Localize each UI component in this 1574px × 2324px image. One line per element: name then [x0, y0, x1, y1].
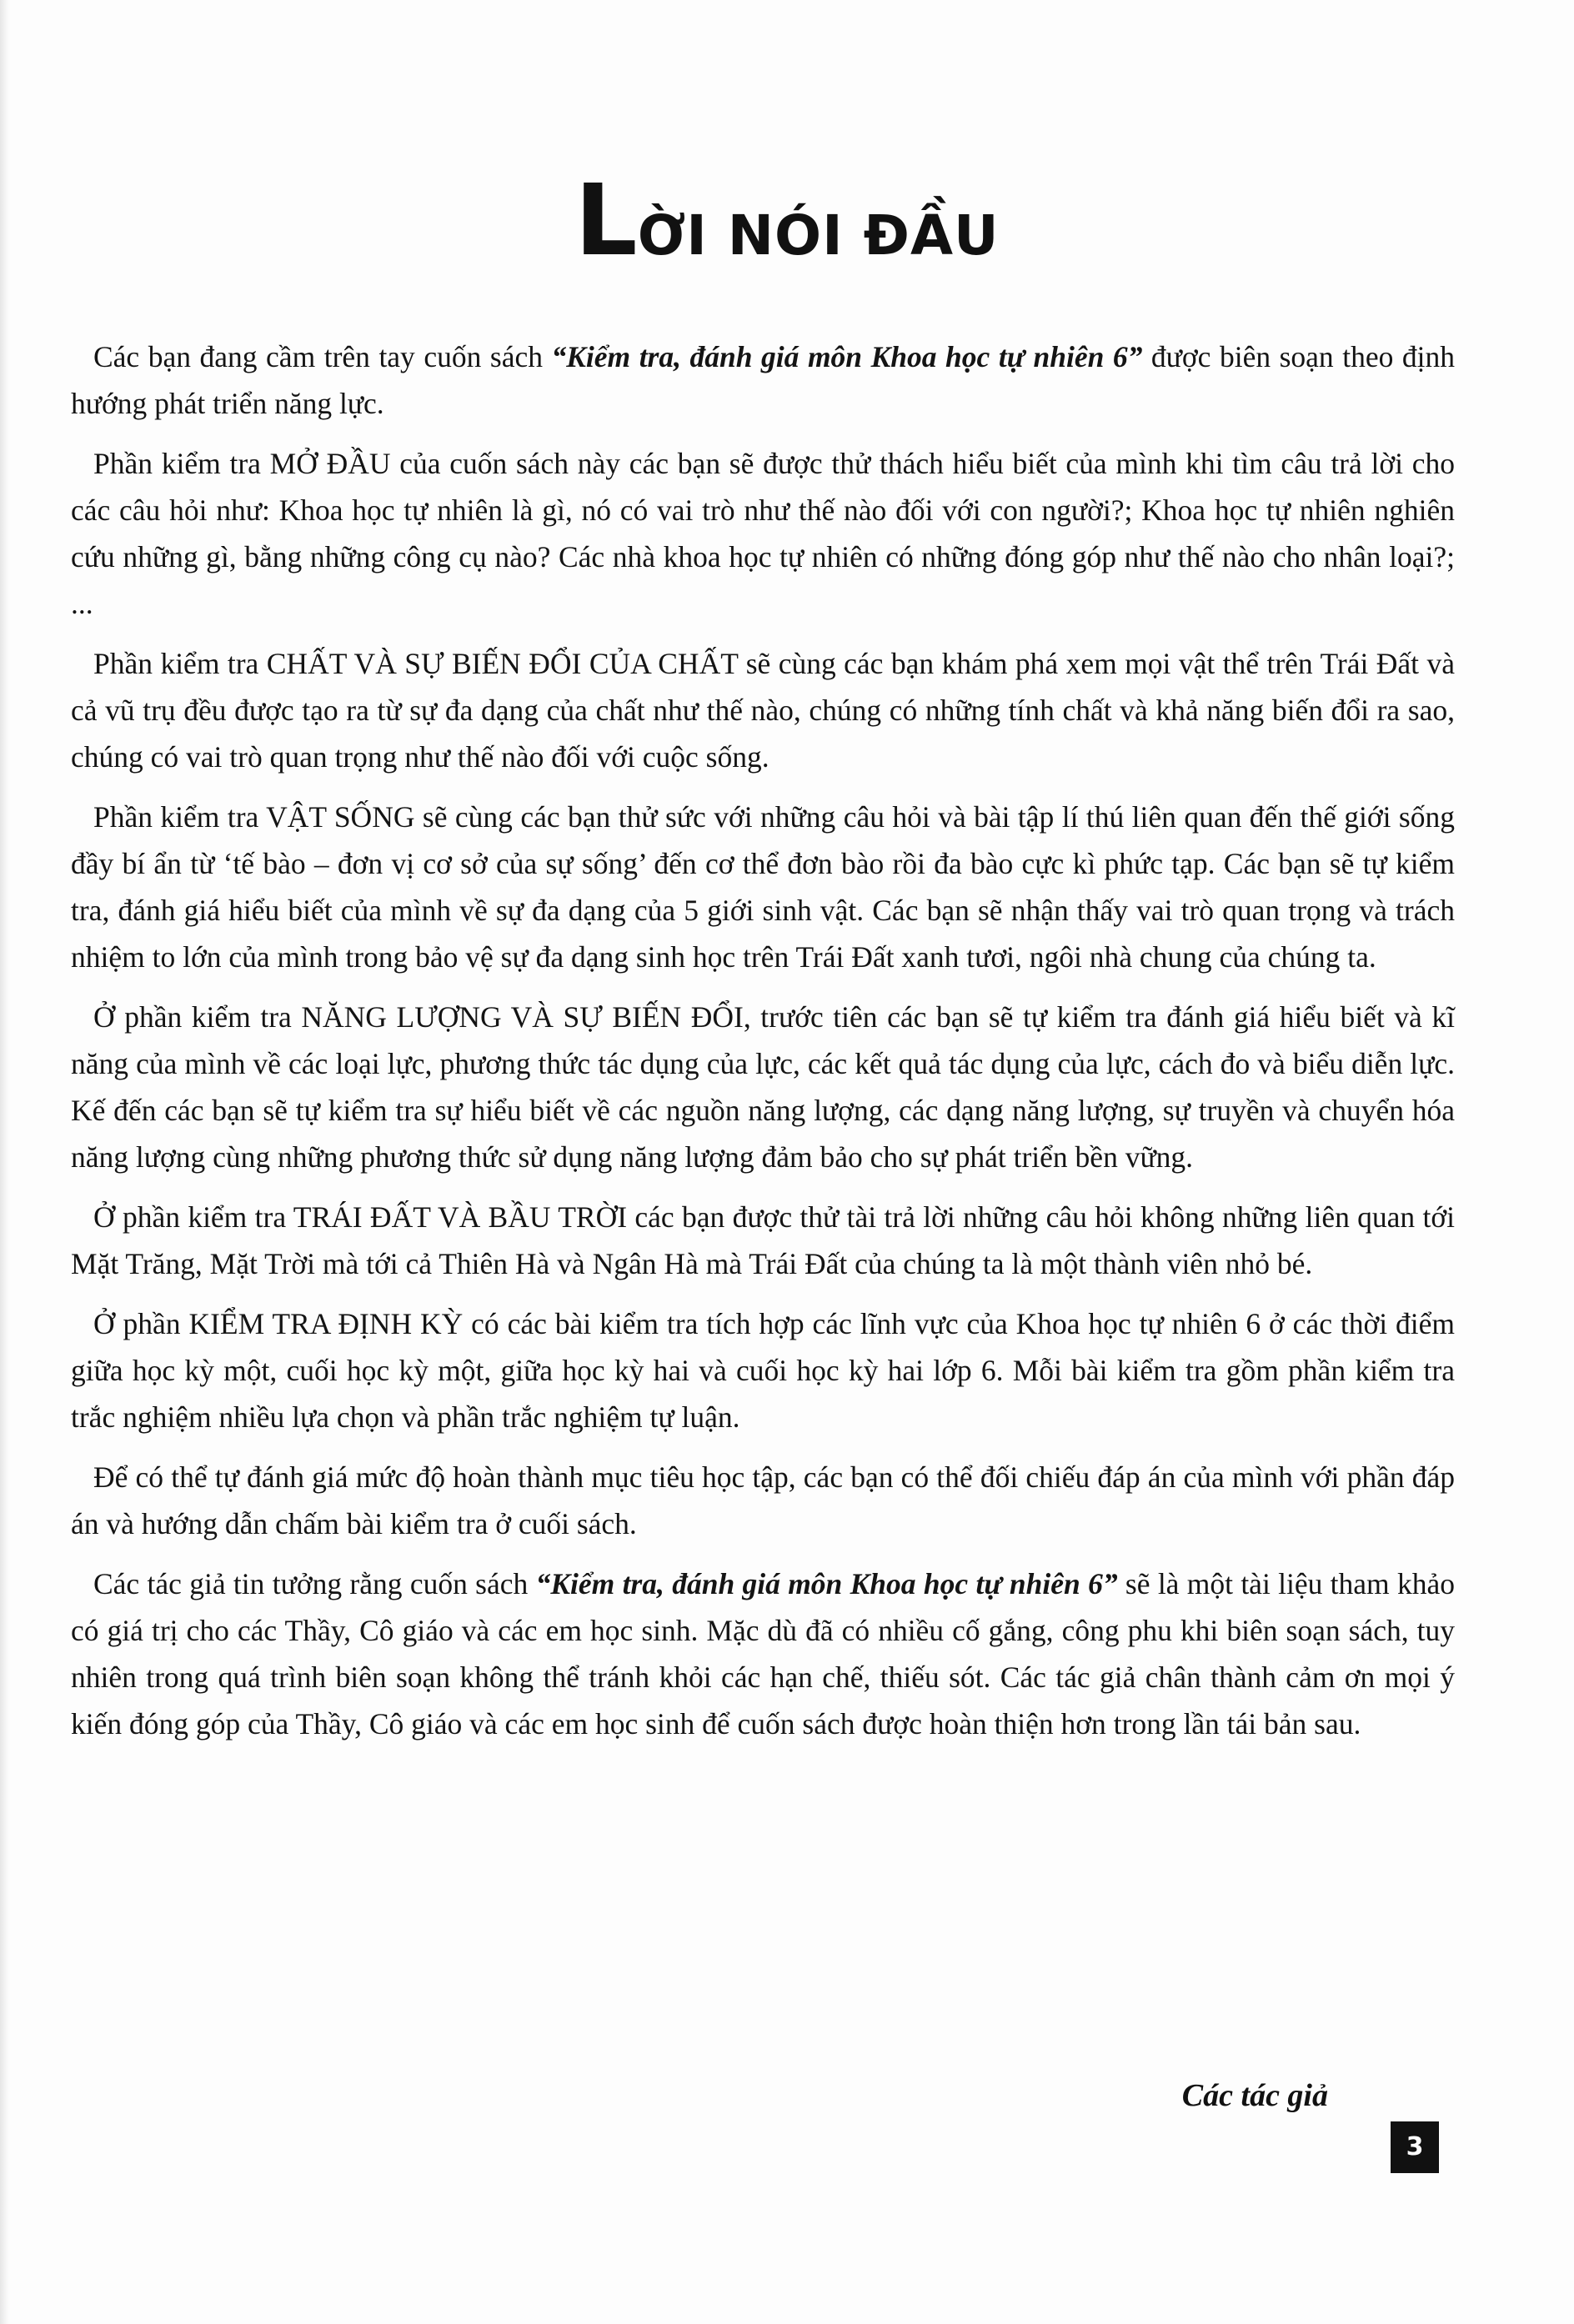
- paragraph-kiem-tra-dinh-ky: Ở phần KIỂM TRA ĐỊNH KỲ có các bài kiểm tra tích hợp các lĩnh vực của Khoa học tự nhiên 6 ở các thời điểm giữa học kỳ một, cuối học kỳ một, giữa học kỳ hai và cuối học kỳ hai lớp 6. Mỗi bài kiểm tra gồm phần kiểm tra trắc nghiệm nhiều lựa chọn và phần trắc nghiệm tự luận.: [71, 1307, 1455, 1434]
- paragraph-dap-an: Để có thể tự đánh giá mức độ hoàn thành mục tiêu học tập, các bạn có thể đối chiếu đáp án của mình với phần đáp án và hướng dẫn chấm bài kiểm tra ở cuối sách.: [71, 1460, 1455, 1540]
- paragraph-intro: [71, 333, 1455, 427]
- paragraph-vat-song: Phần kiểm tra VẬT SỐNG sẽ cùng các bạn thử sức với những câu hỏi và bài tập lí thú liên quan đến thế giới sống đầy bí ẩn từ ‘tế bào – đơn vị cơ sở của sự sống’ đến cơ thể đơn bào rồi đa bào cực kì phức tạp. Các bạn sẽ tự kiểm tra, đánh giá hiểu biết của mình về sự đa dạng của 5 giới sinh vật. Các bạn sẽ nhận thấy vai trò quan trọng và trách nhiệm to lớn của mình trong bảo vệ sự đa dạng sinh học trên Trái Đất xanh tươi, ngôi nhà chung của chúng ta.: [71, 800, 1455, 974]
- paragraph-text: Các bạn đang cầm trên tay cuốn sách: [93, 340, 552, 373]
- page-title: [0, 163, 1574, 278]
- book-title: “Kiểm tra, đánh giá môn Khoa học tự nhiên 6”: [551, 340, 1143, 373]
- signature: Các tác giả: [1181, 2078, 1328, 2113]
- paragraph-trai-dat: Ở phần kiểm tra TRÁI ĐẤT VÀ BẦU TRỜI các bạn được thử tài trả lời những câu hỏi không những liên quan tới Mặt Trăng, Mặt Trời mà tới cả Thiên Hà và Ngân Hà mà Trái Đất của chúng ta là một thành viên nhỏ bé.: [71, 1200, 1455, 1280]
- title-rest: ỜI NÓI ĐẦU: [637, 203, 1000, 268]
- paragraph-closing: [71, 1560, 1455, 1747]
- paragraph-mo-dau: Phần kiểm tra MỞ ĐẦU của cuốn sách này các bạn sẽ được thử thách hiểu biết của mình khi tìm câu trả lời cho các câu hỏi như: Khoa học tự nhiên là gì, nó có vai trò như thế nào đối với con người?; Khoa học tự nhiên nghiên cứu những gì, bằng những công cụ nào? Các nhà khoa học tự nhiên có những đóng góp như thế nào cho nhân loại?; ...: [71, 447, 1455, 620]
- page-number-badge: 3: [1391, 2121, 1439, 2173]
- paragraph-text: Các tác giả tin tưởng rằng cuốn sách: [93, 1567, 536, 1600]
- paragraph-chat: Phần kiểm tra CHẤT VÀ SỰ BIẾN ĐỔI CỦA CHẤT sẽ cùng các bạn khám phá xem mọi vật thể trên Trái Đất và cả vũ trụ đều được tạo ra từ sự đa dạng của chất như thế nào, chúng có những tính chất và khả năng biến đổi ra sao, chúng có vai trò quan trọng như thế nào đối với cuộc sống.: [71, 647, 1455, 774]
- paragraph-text: sẽ là một tài liệu tham khảo có giá trị cho các Thầy, Cô giáo và các em học sinh. Mặc dù đã có nhiều cố gắng, công phu khi biên soạn sách, tuy nhiên trong quá trình biên soạn không thể tránh khỏi các hạn chế, thiếu sót. Các tác giả chân thành cảm ơn mọi ý kiến đóng góp của Thầy, Cô giáo và các em học sinh để cuốn sách được hoàn thiện hơn trong lần tái bản sau.: [71, 1567, 1456, 1740]
- preface-body: [71, 333, 1455, 1761]
- book-title: “Kiểm tra, đánh giá môn Khoa học tự nhiên 6”: [535, 1567, 1118, 1600]
- paragraph-text: được biên soạn theo định hướng phát triển năng lực.: [71, 340, 1455, 420]
- title-initial: L: [574, 163, 638, 278]
- page-binding-edge: [0, 0, 10, 2324]
- paragraph-nang-luong: Ở phần kiểm tra NĂNG LƯỢNG VÀ SỰ BIẾN ĐỔI, trước tiên các bạn sẽ tự kiểm tra đánh giá hiểu biết và kĩ năng của mình về các loại lực, phương thức tác dụng của lực, các kết quả tác dụng của lực, cách đo và biểu diễn lực. Kế đến các bạn sẽ tự kiểm tra sự hiểu biết về các nguồn năng lượng, các dạng năng lượng, sự truyền và chuyển hóa năng lượng cùng những phương thức sử dụng năng lượng đảm bảo cho sự phát triển bền vững.: [71, 1000, 1455, 1174]
